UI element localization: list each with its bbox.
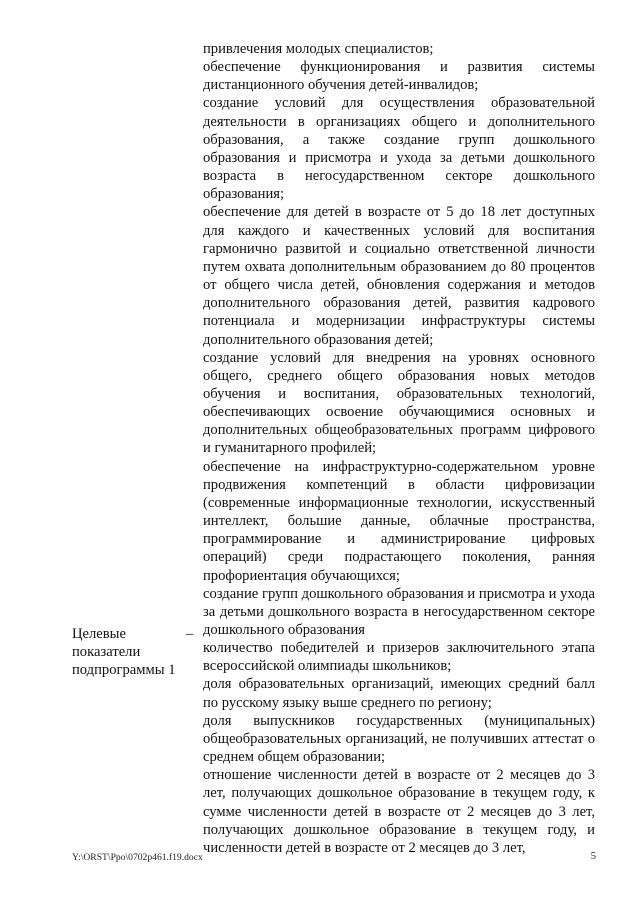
targets-label-cell [72, 625, 197, 679]
target-paragraph: количество победителей и призеров заключительного этапа всероссийской олимпиады школьников; [203, 640, 595, 675]
task-paragraph: привлечения молодых специалистов; [203, 41, 434, 57]
task-paragraph: создание групп дошкольного образования и присмотра и ухода за детьми дошкольного возраста в негосударственном секторе дошкольного образования [203, 585, 595, 638]
target-paragraph: отношение численности детей в возрасте от 2 месяцев до 3 лет, получающих дошкольное образование в текущем году, к сумме численности детей в возрасте от 2 месяцев до 3 лет, получающих дошкольное образование в текущем году, и численности детей в возрасте от 2 месяцев до 3 лет, [203, 767, 595, 856]
task-paragraph: обеспечение на инфраструктурно-содержательном уровне продвижения компетенций в области цифровизации (современные информационные технологии, искусственный интеллект, большие данные, облачные пространства, программирование и администрирование цифровых операций) среди подрастающего поколения, ранняя профориентация обучающихся; [203, 458, 595, 584]
right-column [203, 40, 595, 857]
page-number: 5 [590, 851, 596, 862]
target-paragraph: доля образовательных организаций, имеющих средний балл по русскому языку выше среднего по региону; [203, 676, 595, 711]
task-paragraph: создание условий для осуществления образовательной деятельности в организациях общего и дополнительного образования, а также создание групп дошкольного образования и присмотра и ухода за детьми дошкольного возраста в негосударственном секторе дошкольного образования; [203, 95, 595, 203]
targets-dash: – [186, 626, 194, 642]
task-paragraph: обеспечение функционирования и развития системы дистанционного обучения детей-инвалидов; [203, 59, 595, 94]
footer-file-path: Y:\ORST\Ppo\0702p461.f19.docx [72, 852, 203, 863]
task-paragraph: создание условий для внедрения на уровнях основного общего, среднего общего образования новых методов обучения и воспитания, образовательных технологий, обеспечивающих освоение обучающимися основных и дополнительных общеобразовательных программ цифрового и гуманитарного профилей; [203, 349, 595, 457]
task-paragraph: обеспечение для детей в возрасте от 5 до 18 лет доступных для каждого и качественных условий для воспитания гармонично развитой и социально ответственной личности путем охвата дополнительным образованием до 80 процентов от общего числа детей, обновления содержания и методов дополнительного образования детей, развития кадрового потенциала и модернизации инфраструктуры системы дополнительного образования детей; [203, 204, 595, 348]
targets-label: Целевые показатели подпрограммы 1 [72, 626, 176, 679]
target-paragraph: доля выпускников государственных (муниципальных) общеобразовательных организаций, не получивших аттестат о среднем общем образовании; [203, 712, 595, 766]
